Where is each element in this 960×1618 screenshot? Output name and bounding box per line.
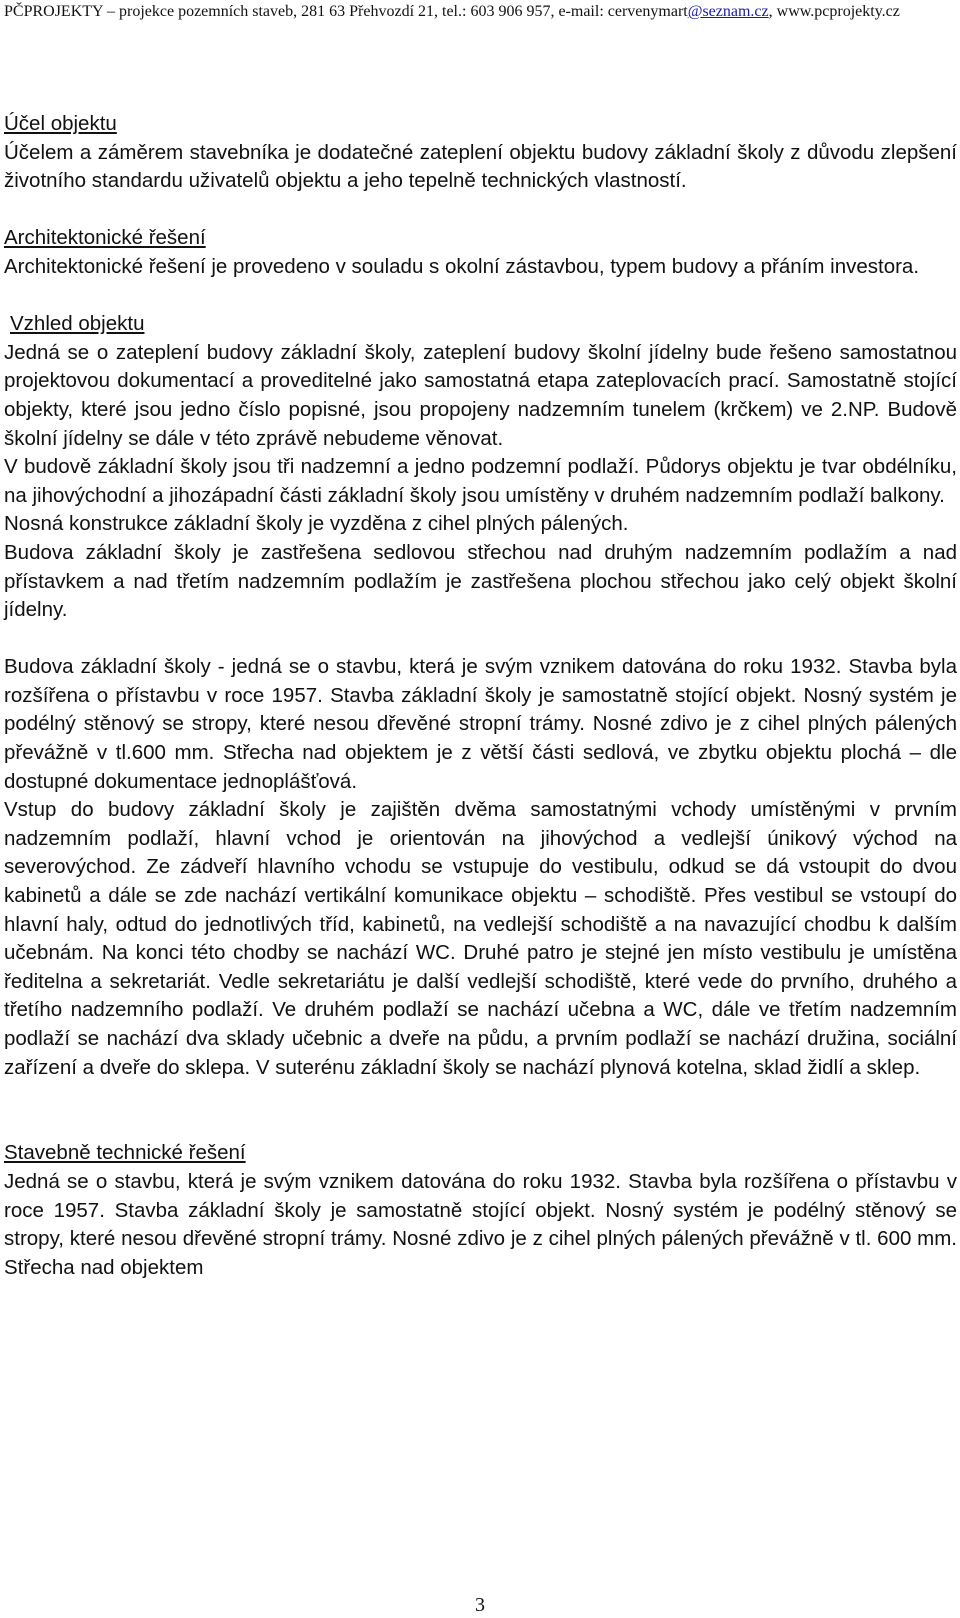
- document-body: [4, 110, 957, 1282]
- header-email-user: cervenymart: [607, 3, 688, 20]
- paragraph-stavebne-technicke-reseni: Jedná se o stavbu, která je svým vznikem datována do roku 1932. Stavba byla rozšířena o přístavbu v roce 1957. Stavba základní školy je samostatně stojící objekt. Nosný systém je podélný stěnový se stropy, které nesou dřevěné stropní trámy. Nosné zdivo je z cihel plných pálených převážně v tl. 600 mm. Střecha nad objektem: [4, 1169, 957, 1279]
- paragraph-vzhled-2: V budově základní školy jsou tři nadzemní a jedno podzemní podlaží. Půdorys objektu je tvar obdélníku, na jihovýchodní a jihozápadní části základní školy jsou umístěny v druhém nadzemním podlaží balkony.: [4, 455, 957, 507]
- heading-stavebne-technicke-reseni: Stavebně technické řešení: [4, 1141, 246, 1165]
- paragraph-vzhled-6: Vstup do budovy základní školy je zajištěn dvěma samostatnými vchody umístěnými v prvním nadzemním podlaží, hlavní vchod je orientován na jihovýchod a vedlejší únikový východ na severovýchod. Ze zádveří hlavního vchodu se vstupuje do vestibulu, odkud se dá vstoupit do dvou kabinetů a dále se zde nachází vertikální komunikace objektu – schodiště. Přes vestibul se vstoupí do hlavní haly, odtud do jednotlivých tříd, kabinetů, na vedlejší schodiště a na navazující chodbu k dalším učebnám. Na konci této chodby se nachází WC. Druhé patro je stejné jen místo vestibulu je umístěna ředitelna a sekretariát. Vedle sekretariátu je další vedlejší schodiště, které vede do prvního, druhého a třetího nadzemního podlaží. Ve druhém podlaží se nachází učebna a WC, dále ve třetím nadzemním podlaží se nachází dva sklady učebnic a dveře na půdu, a prvním podlaží se nachází družina, sociální zařízení a dveře do sklepa. V suterénu základní školy se nachází plynová kotelna, sklad židlí a sklep.: [4, 798, 957, 1079]
- paragraph-architektonicke-reseni: Architektonické řešení je provedeno v souladu s okolní zástavbou, typem budovy a přáním investora.: [4, 254, 920, 278]
- spacer: [4, 196, 957, 225]
- heading-ucel-objektu: Účel objektu: [4, 112, 117, 135]
- paragraph-ucel-objektu: Účelem a záměrem stavebníka je dodatečné zateplení objektu budovy základní školy z důvodu zlepšení životního standardu uživatelů objektu a jeho tepelně technických vlastností.: [4, 140, 957, 193]
- header-website: www.pcprojekty.cz: [776, 3, 900, 20]
- header-email-link[interactable]: @seznam.cz: [687, 3, 769, 20]
- header-separator: ,: [768, 3, 777, 20]
- paragraph-vzhled-4: Budova základní školy je zastřešena sedlovou střechou nad druhým nadzemním podlažím a nad přístavkem a nad třetím nadzemním podlažím je zastřešena plochou střechou jako celý objekt školní jídelny.: [4, 540, 957, 622]
- heading-vzhled-objektu: Vzhled objektu: [10, 312, 145, 336]
- paragraph-vzhled-5: Budova základní školy - jedná se o stavbu, která je svým vznikem datována do roku 1932. Stavba byla rozšířena o přístavbu v roce 1957. Stavba základní školy je samostatně stojící objekt. Nosný systém je podélný stěnový se stropy, které nesou dřevěné stropní trámy. Nosné zdivo je z cihel plných pálených převážně v tl.600 mm. Střecha nad objektem je z větší části sedlová, ve zbytku objektu plochá – dle dostupné dokumentace jednoplášťová.: [4, 655, 957, 793]
- paragraph-vzhled-3: Nosná konstrukce základní školy je vyzděna z cihel plných pálených.: [4, 512, 629, 536]
- heading-architektonicke-reseni: Architektonické řešení: [4, 226, 206, 250]
- spacer: [4, 625, 957, 654]
- page-number: 3: [475, 1594, 485, 1616]
- paragraph-vzhled-1: Jedná se o zateplení budovy základní školy, zateplení budovy školní jídelny bude řešeno samostatnou projektovou dokumentací a proveditelné jako samostatná etapa zateplovacích prací. Samostatně stojící objekty, které jsou jedno číslo popisné, jsou propojeny nadzemním tunelem (krčkem) ve 2.NP. Budově školní jídelny se dále v této zprávě nebudeme věnovat.: [4, 340, 957, 450]
- header-company-info: PČPROJEKTY – projekce pozemních staveb, 281 63 Přehvozdí 21, tel.: 603 906 957, e-mail:: [4, 3, 608, 20]
- spacer: [4, 282, 957, 311]
- spacer: [4, 1082, 957, 1139]
- page-header: [4, 2, 944, 22]
